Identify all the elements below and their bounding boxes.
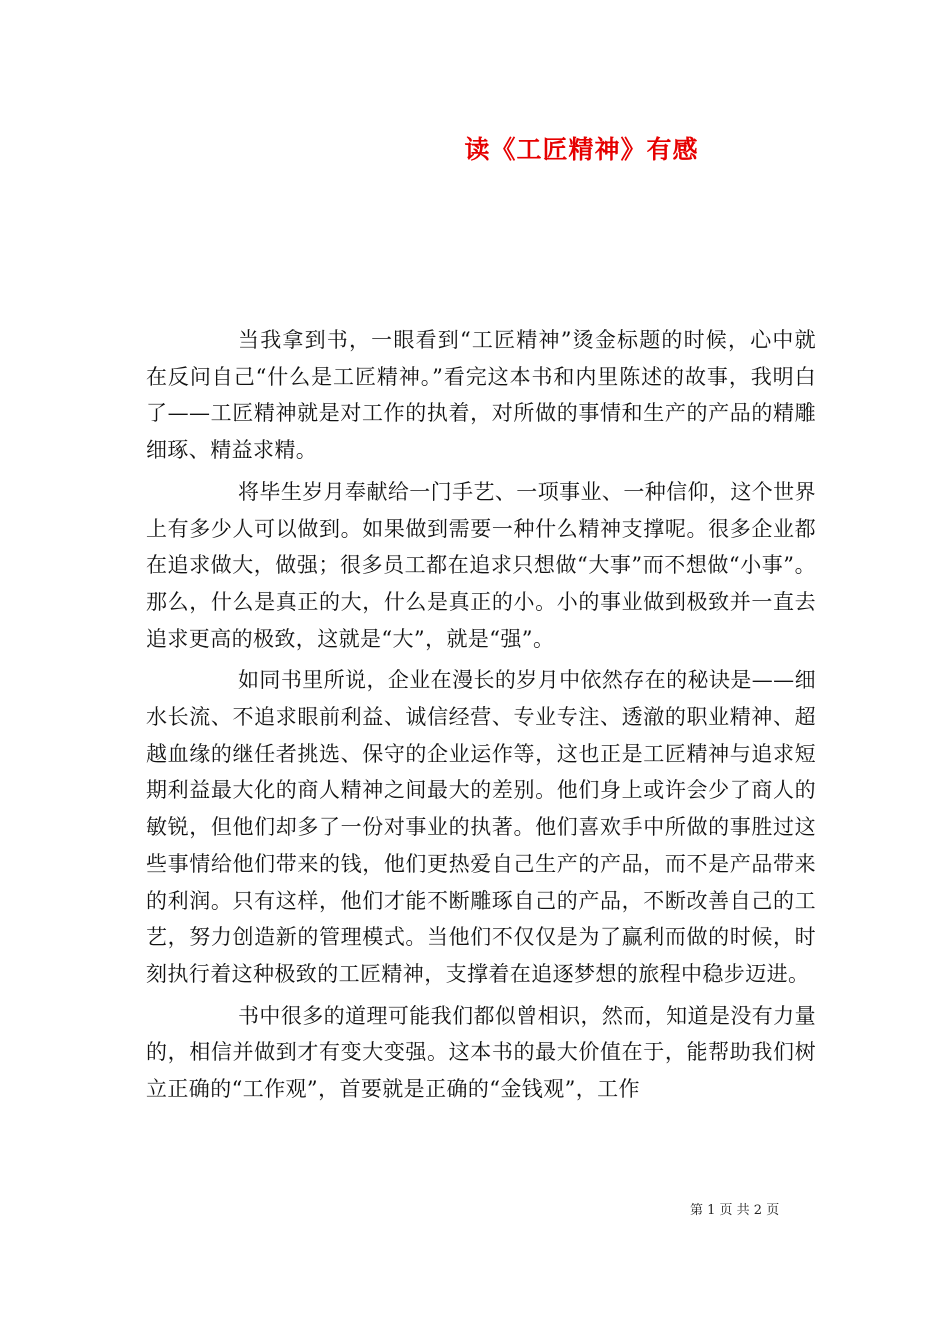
document-body: [146, 322, 816, 1113]
document-title: 读《工匠精神》有感: [464, 135, 699, 164]
paragraph-3: 如同书里所说，企业在漫长的岁月中依然存在的秘诀是——细水长流、不追求眼前利益、诚信经营、专业专注、透澈的职业精神、超越血缘的继任者挑选、保守的企业运作等，这也正是工匠精神与追求短期利益最大化的商人精神之间最大的差别。他们身上或许会少了商人的敏锐，但他们却多了一份对事业的执著。他们喜欢手中所做的事胜过这些事情给他们带来的钱，他们更热爱自己生产的产品，而不是产品带来的利润。只有这样，他们才能不断雕琢自己的产品，不断改善自己的工艺，努力创造新的管理模式。当他们不仅仅是为了赢利而做的时候，时刻执行着这种极致的工匠精神，支撑着在追逐梦想的旅程中稳步迈进。: [146, 668, 816, 986]
paragraph-1: 当我拿到书，一眼看到“工匠精神”烫金标题的时候，心中就在反问自己“什么是工匠精神。”看完这本书和内里陈述的故事，我明白了——工匠精神就是对工作的执着，对所做的事情和生产的产品的精雕细琢、精益求精。: [146, 328, 816, 463]
page-number-footer: 第 1 页 共 2 页: [690, 1203, 780, 1218]
paragraph-4: 书中很多的道理可能我们都似曾相识，然而，知道是没有力量的，相信并做到才有变大变强。这本书的最大价值在于，能帮助我们树立正确的“工作观”，首要就是正确的“金钱观”，工作: [146, 1003, 816, 1102]
document-title-row: [0, 130, 950, 170]
paragraph-2: 将毕生岁月奉献给一门手艺、一项事业、一种信仰，这个世界上有多少人可以做到。如果做到需要一种什么精神支撑呢。很多企业都在追求做大，做强；很多员工都在追求只想做“大事”而不想做“小事”。那么，什么是真正的大，什么是真正的小。小的事业做到极致并一直去追求更高的极致，这就是“大”，就是“强”。: [146, 479, 816, 651]
